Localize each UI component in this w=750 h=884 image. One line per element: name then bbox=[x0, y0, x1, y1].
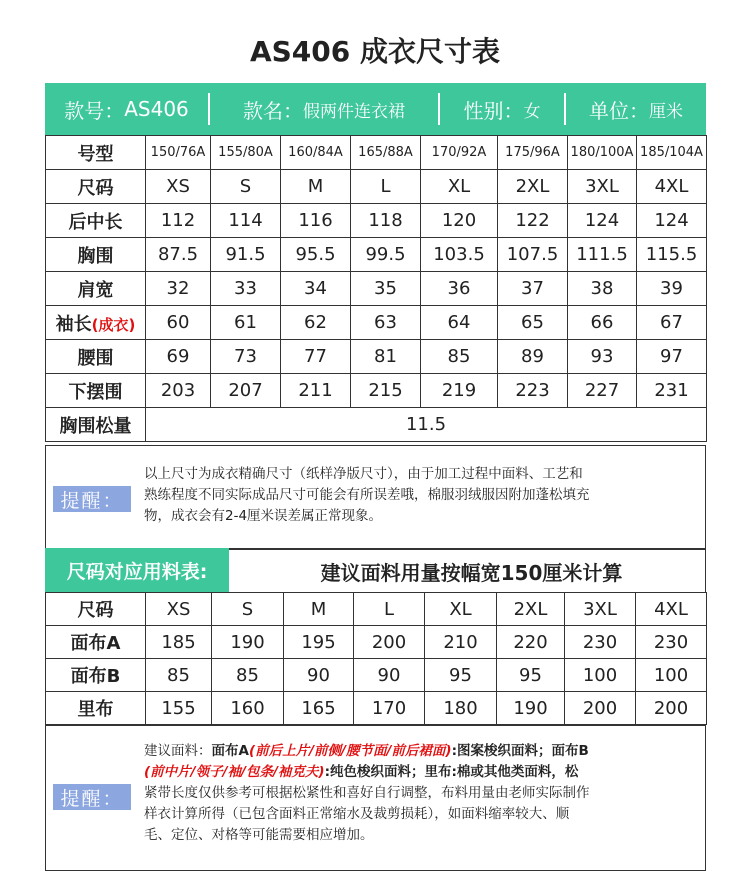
info-header bbox=[45, 83, 706, 135]
table-cell: 90 bbox=[354, 659, 425, 692]
table-cell: 175/96A bbox=[498, 136, 568, 170]
fabric-row bbox=[46, 593, 707, 626]
fabric-section-label: 尺码对应用料表: bbox=[45, 548, 229, 592]
row-header-label: 胸围 bbox=[77, 245, 114, 267]
table-cell: XS bbox=[146, 593, 212, 626]
table-cell: 39 bbox=[637, 272, 707, 306]
table-cell: 215 bbox=[351, 374, 421, 408]
reminder-box-2 bbox=[45, 725, 706, 871]
table-cell: 34 bbox=[281, 272, 351, 306]
table-cell: 190 bbox=[497, 692, 565, 725]
table-cell: 32 bbox=[146, 272, 211, 306]
table-cell: 211 bbox=[281, 374, 351, 408]
table-cell: S bbox=[212, 593, 284, 626]
table-cell: 124 bbox=[568, 204, 637, 238]
gender-field bbox=[440, 83, 564, 135]
table-cell: 90 bbox=[284, 659, 354, 692]
table-cell: 93 bbox=[568, 340, 637, 374]
gender-value: 女 bbox=[523, 101, 541, 122]
reminder2-text bbox=[144, 741, 590, 846]
table-cell: 227 bbox=[568, 374, 637, 408]
table-cell: 230 bbox=[636, 626, 707, 659]
reminder2-line: 样衣计算所得（已包含面料正常缩水及裁剪损耗），如面料缩率较大、顺 bbox=[144, 806, 570, 822]
table-cell: 60 bbox=[146, 306, 211, 340]
table-cell: 155/80A bbox=[211, 136, 281, 170]
row-header: 尺码 bbox=[46, 593, 146, 626]
table-cell: 4XL bbox=[637, 170, 707, 204]
ease-value: 11.5 bbox=[146, 408, 707, 442]
reminder-line: 物，成衣会有2-4厘米误差属正常现象。 bbox=[144, 508, 383, 524]
table-cell: 116 bbox=[281, 204, 351, 238]
table-cell: 89 bbox=[498, 340, 568, 374]
table-cell: 66 bbox=[568, 306, 637, 340]
size-row bbox=[46, 272, 707, 306]
table-cell: L bbox=[351, 170, 421, 204]
table-cell: 69 bbox=[146, 340, 211, 374]
table-cell: 223 bbox=[498, 374, 568, 408]
table-cell: 61 bbox=[211, 306, 281, 340]
unit-value: 厘米 bbox=[649, 101, 683, 122]
table-cell: 38 bbox=[568, 272, 637, 306]
table-cell: 115.5 bbox=[637, 238, 707, 272]
table-cell: XS bbox=[146, 170, 211, 204]
table-cell: 200 bbox=[636, 692, 707, 725]
row-header: 面布A bbox=[46, 626, 146, 659]
table-cell: 210 bbox=[425, 626, 497, 659]
size-row bbox=[46, 136, 707, 170]
table-cell: 4XL bbox=[636, 593, 707, 626]
row-header: 里布 bbox=[46, 692, 146, 725]
table-cell: 77 bbox=[281, 340, 351, 374]
style-name-field bbox=[210, 83, 438, 135]
table-cell: M bbox=[284, 593, 354, 626]
table-cell: 65 bbox=[498, 306, 568, 340]
table-cell: 165 bbox=[284, 692, 354, 725]
table-cell: 95.5 bbox=[281, 238, 351, 272]
table-cell: 219 bbox=[421, 374, 498, 408]
fabric-section-header bbox=[45, 548, 706, 592]
reminder-line: 以上尺寸为成衣精确尺寸（纸样净版尺寸），由于加工过程中面料、工艺和 bbox=[144, 466, 583, 482]
reminder-text bbox=[144, 464, 590, 527]
table-cell: 114 bbox=[211, 204, 281, 238]
table-cell: 118 bbox=[351, 204, 421, 238]
reminder2-line: 毛、定位、对格等可能需要相应增加。 bbox=[144, 827, 374, 843]
text: 建议面料： bbox=[144, 743, 212, 759]
style-no-label: 款号： bbox=[64, 98, 125, 123]
table-cell: 103.5 bbox=[421, 238, 498, 272]
row-header-label: 尺码 bbox=[77, 177, 114, 199]
table-cell: 207 bbox=[211, 374, 281, 408]
table-cell: 33 bbox=[211, 272, 281, 306]
table-cell: 64 bbox=[421, 306, 498, 340]
table-cell: L bbox=[354, 593, 425, 626]
table-cell: 107.5 bbox=[498, 238, 568, 272]
table-cell: 160/84A bbox=[281, 136, 351, 170]
table-cell: 111.5 bbox=[568, 238, 637, 272]
reminder2-line bbox=[144, 762, 590, 783]
table-cell: 231 bbox=[637, 374, 707, 408]
table-cell: 85 bbox=[146, 659, 212, 692]
fabric-calc-note: 建议面料用量按幅宽150厘米计算 bbox=[320, 560, 623, 585]
row-header-label: 后中长 bbox=[68, 211, 123, 233]
table-cell: 100 bbox=[565, 659, 636, 692]
table-cell: 180/100A bbox=[568, 136, 637, 170]
table-cell: 2XL bbox=[497, 593, 565, 626]
table-cell: 73 bbox=[211, 340, 281, 374]
ease-row bbox=[46, 408, 707, 442]
table-cell: 85 bbox=[421, 340, 498, 374]
fabric-row bbox=[46, 659, 707, 692]
text: :纯色梭织面料； bbox=[324, 764, 425, 780]
row-header-label: 号型 bbox=[77, 143, 114, 165]
table-cell: 185/104A bbox=[637, 136, 707, 170]
table-cell: 180 bbox=[425, 692, 497, 725]
table-cell: 203 bbox=[146, 374, 211, 408]
row-header-label: 腰围 bbox=[77, 347, 114, 369]
table-cell: 120 bbox=[421, 204, 498, 238]
table-cell: 100 bbox=[636, 659, 707, 692]
table-cell: 150/76A bbox=[146, 136, 211, 170]
table-cell: 2XL bbox=[498, 170, 568, 204]
row-header: 胸围松量 bbox=[46, 408, 146, 442]
table-cell: 195 bbox=[284, 626, 354, 659]
row-header bbox=[46, 272, 146, 306]
text: :棉或其他类面料，松 bbox=[451, 764, 579, 780]
row-header bbox=[46, 340, 146, 374]
table-cell: 170 bbox=[354, 692, 425, 725]
table-cell: M bbox=[281, 170, 351, 204]
reminder-tag: 提醒： bbox=[53, 784, 131, 810]
table-cell: 200 bbox=[565, 692, 636, 725]
row-header-note: (成衣) bbox=[91, 315, 136, 334]
text: 面布A bbox=[211, 743, 249, 759]
row-header-label: 肩宽 bbox=[77, 279, 114, 301]
table-cell: 155 bbox=[146, 692, 212, 725]
size-row bbox=[46, 170, 707, 204]
unit-label: 单位： bbox=[589, 98, 649, 123]
fabric-row bbox=[46, 692, 707, 725]
table-cell: 95 bbox=[497, 659, 565, 692]
row-header bbox=[46, 170, 146, 204]
table-cell: 63 bbox=[351, 306, 421, 340]
table-cell: 170/92A bbox=[421, 136, 498, 170]
table-cell: XL bbox=[421, 170, 498, 204]
row-header bbox=[46, 136, 146, 170]
row-header bbox=[46, 238, 146, 272]
reminder-tag: 提醒： bbox=[53, 486, 131, 512]
row-header bbox=[46, 204, 146, 238]
size-row bbox=[46, 204, 707, 238]
size-table bbox=[45, 135, 707, 442]
row-header-label: 下摆围 bbox=[68, 381, 123, 403]
table-cell: 185 bbox=[146, 626, 212, 659]
row-header bbox=[46, 306, 146, 340]
table-cell: 200 bbox=[354, 626, 425, 659]
table-cell: 230 bbox=[565, 626, 636, 659]
fabric-row bbox=[46, 626, 707, 659]
style-no-value: AS406 bbox=[124, 97, 189, 121]
table-cell: 97 bbox=[637, 340, 707, 374]
gender-label: 性别： bbox=[463, 98, 524, 123]
text: (前中片/领子/袖/包条/袖克夫) bbox=[144, 764, 325, 780]
table-cell: S bbox=[211, 170, 281, 204]
size-row bbox=[46, 374, 707, 408]
page-title: AS406 成衣尺寸表 bbox=[249, 35, 501, 68]
table-cell: 36 bbox=[421, 272, 498, 306]
table-cell: XL bbox=[425, 593, 497, 626]
table-cell: 165/88A bbox=[351, 136, 421, 170]
unit-field bbox=[566, 83, 706, 135]
size-row bbox=[46, 340, 707, 374]
table-cell: 62 bbox=[281, 306, 351, 340]
table-cell: 124 bbox=[637, 204, 707, 238]
reminder-box bbox=[45, 445, 706, 550]
style-name-value: 假两件连衣裙 bbox=[303, 101, 405, 122]
text: 里布 bbox=[424, 764, 452, 780]
row-header: 面布B bbox=[46, 659, 146, 692]
table-cell: 85 bbox=[212, 659, 284, 692]
table-cell: 87.5 bbox=[146, 238, 211, 272]
table-cell: 99.5 bbox=[351, 238, 421, 272]
fabric-table bbox=[45, 592, 707, 725]
table-cell: 190 bbox=[212, 626, 284, 659]
table-cell: 35 bbox=[351, 272, 421, 306]
size-row bbox=[46, 306, 707, 340]
table-cell: 91.5 bbox=[211, 238, 281, 272]
text: :图案梭织面料；面布B bbox=[451, 743, 589, 759]
table-cell: 67 bbox=[637, 306, 707, 340]
reminder2-line bbox=[144, 741, 590, 762]
row-header-label: 袖长 bbox=[55, 313, 92, 335]
table-cell: 160 bbox=[212, 692, 284, 725]
text: (前后上片/前侧/腰节面/前后裙面) bbox=[248, 743, 452, 759]
table-cell: 122 bbox=[498, 204, 568, 238]
table-cell: 37 bbox=[498, 272, 568, 306]
style-no-field bbox=[45, 83, 208, 135]
table-cell: 112 bbox=[146, 204, 211, 238]
style-name-label: 款名： bbox=[243, 98, 303, 123]
row-header bbox=[46, 374, 146, 408]
table-cell: 3XL bbox=[565, 593, 636, 626]
table-cell: 95 bbox=[425, 659, 497, 692]
reminder2-line: 紧带长度仅供参考可根据松紧性和喜好自行调整，布料用量由老师实际制作 bbox=[144, 785, 590, 801]
table-cell: 81 bbox=[351, 340, 421, 374]
reminder-line: 熟练程度不同实际成品尺寸可能会有所误差哦，棉服羽绒服因附加蓬松填充 bbox=[144, 487, 590, 503]
table-cell: 3XL bbox=[568, 170, 637, 204]
table-cell: 220 bbox=[497, 626, 565, 659]
size-row bbox=[46, 238, 707, 272]
